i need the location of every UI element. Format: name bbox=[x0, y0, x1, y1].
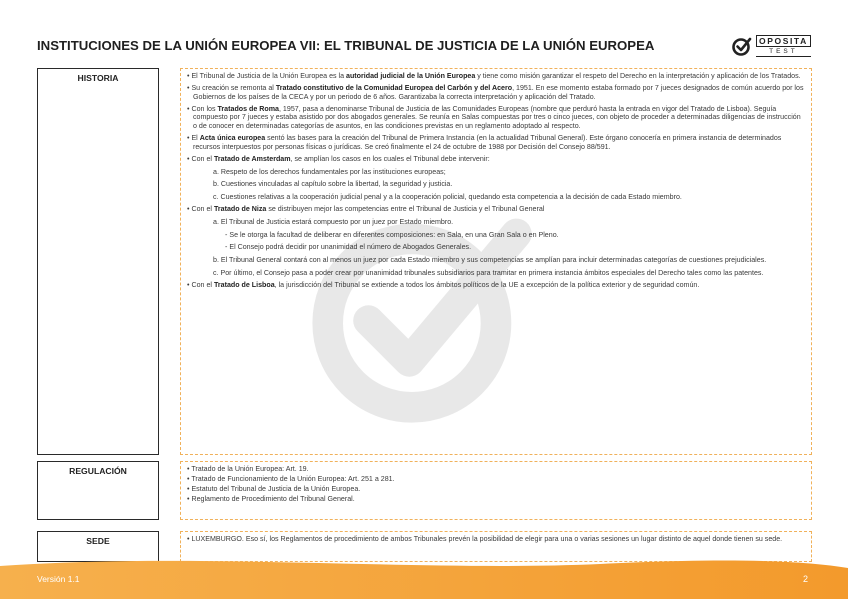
amsterdam-sub-c: c. Cuestiones relativas a la cooperación judicial penal y a la cooperación policial, quedando esta competencia a la decisión de cada Estado miembro. bbox=[213, 193, 682, 202]
footer-band bbox=[0, 554, 848, 599]
regulacion-content bbox=[180, 461, 812, 520]
historia-item-5: • Con el Tratado de Amsterdam, se amplían los casos en los cuales el Tribunal debe intervenir: bbox=[187, 154, 490, 163]
page-title: INSTITUCIONES DE LA UNIÓN EUROPEA VII: EL TRIBUNAL DE JUSTICIA DE LA UNIÓN EUROPEA bbox=[37, 38, 655, 53]
niza-sub-a-2: - El Consejo podrá decidir por unanimidad el número de Abogados Generales. bbox=[225, 243, 472, 252]
niza-sub-b: b. El Tribunal General contará con al menos un juez por cada Estado miembro y sus competencias se amplían para incluir determinadas categorías de cuestiones prejudiciales. bbox=[213, 256, 767, 265]
historia-item-4: • El Acta única europea sentó las bases para la creación del Tribunal de Primera Instancia (en la actualidad Tribunal General). Este órgano conocería en primera instancia de determinados recursos interpuestos por personas físicas o jurídicas. Se creó finalmente el 24 de octubre de 1988 por Decisión del Consejo 88/591. bbox=[187, 134, 782, 151]
historia-item-2: • Su creación se remonta al Tratado constitutivo de la Comunidad Europea del Carbón y del Acero, 1951. En ese momento estaba formado por 7 jueces designados de común acuerdo por los Gobiernos de los países de la CECA y por un periodo de 6 años. Garantizaba la correcta interpretación y aplicación del Tratado. bbox=[187, 83, 804, 101]
niza-sub-a: a. El Tribunal de Justicia estará compuesto por un juez por Estado miembro. bbox=[213, 217, 454, 226]
opositatest-logo bbox=[731, 35, 811, 57]
historia-item-1: • El Tribunal de Justicia de la Unión Europea es la autoridad judicial de la Unión Europea y tiene como misión garantizar el respeto del Derecho en la interpretación y aplicación de los Tratados. bbox=[187, 72, 801, 80]
sede-text: • LUXEMBURGO. Eso sí, los Reglamentos de procedimiento de ambos Tribunales prevén la posibilidad de elegir para una o varias sesiones un lugar distinto de aquel donde tienen su sede. bbox=[187, 535, 783, 543]
logo-word: OPOSITA bbox=[756, 35, 811, 47]
niza-sub-a-1: - Se le otorga la facultad de deliberar en diferentes composiciones: en Sala, en una Gran Sala o en Pleno. bbox=[225, 230, 559, 239]
checkmark-logo-icon bbox=[731, 35, 753, 57]
regulacion-item: • Tratado de la Unión Europea: Art. 19. bbox=[187, 465, 309, 473]
page-number: 2 bbox=[803, 574, 809, 584]
logo-sub: TEST bbox=[756, 47, 811, 57]
historia-content bbox=[180, 68, 812, 455]
regulacion-item: • Reglamento de Procedimiento del Tribunal General. bbox=[187, 494, 355, 503]
historia-item-7: • Con el Tratado de Lisboa, la jurisdicción del Tribunal se extiende a todos los ámbitos políticos de la UE a excepción de la política exterior y de seguridad común. bbox=[187, 280, 700, 289]
regulacion-item: • Tratado de Funcionamiento de la Unión Europea: Art. 251 a 281. bbox=[187, 474, 395, 483]
regulacion-item: • Estatuto del Tribunal de Justicia de la Unión Europea. bbox=[187, 484, 361, 493]
historia-item-6: • Con el Tratado de Niza se distribuyen mejor las competencias entre el Tribunal de Justicia y el Tribunal General bbox=[187, 205, 545, 214]
historia-item-3: • Con los Tratados de Roma, 1957, pasa a denominarse Tribunal de Justicia de las Comunidades Europeas (nombre que perduró hasta la entrada en vigor del Tratado de Lisboa). Seguía compuesto por 7 jueces y estaba asistido por dos abogados generales. Se reunía en Salas compuestas por tres o cinco jueces, con objeto de proceder a determinadas diligencias de instrucción o de conocer en determinadas categorías de asuntos, en las condiciones previstas en un reglamento adoptado al respecto. bbox=[187, 104, 801, 131]
version-label: Versión 1.1 bbox=[37, 574, 80, 584]
historia-label: HISTORIA bbox=[37, 68, 159, 455]
niza-sub-c: c. Por último, el Consejo pasa a poder crear por unanimidad tribunales subsidiarios para tramitar en primera instancia ámbitos especiales del Derecho tales como las patentes. bbox=[213, 269, 764, 278]
amsterdam-sub-b: b. Cuestiones vinculadas al capítulo sobre la libertad, la seguridad y justicia. bbox=[213, 180, 453, 189]
amsterdam-sub-a: a. Respeto de los derechos fundamentales por las instituciones europeas; bbox=[213, 167, 446, 176]
sede-label: SEDE bbox=[37, 531, 159, 562]
regulacion-label: REGULACIÓN bbox=[37, 461, 159, 520]
